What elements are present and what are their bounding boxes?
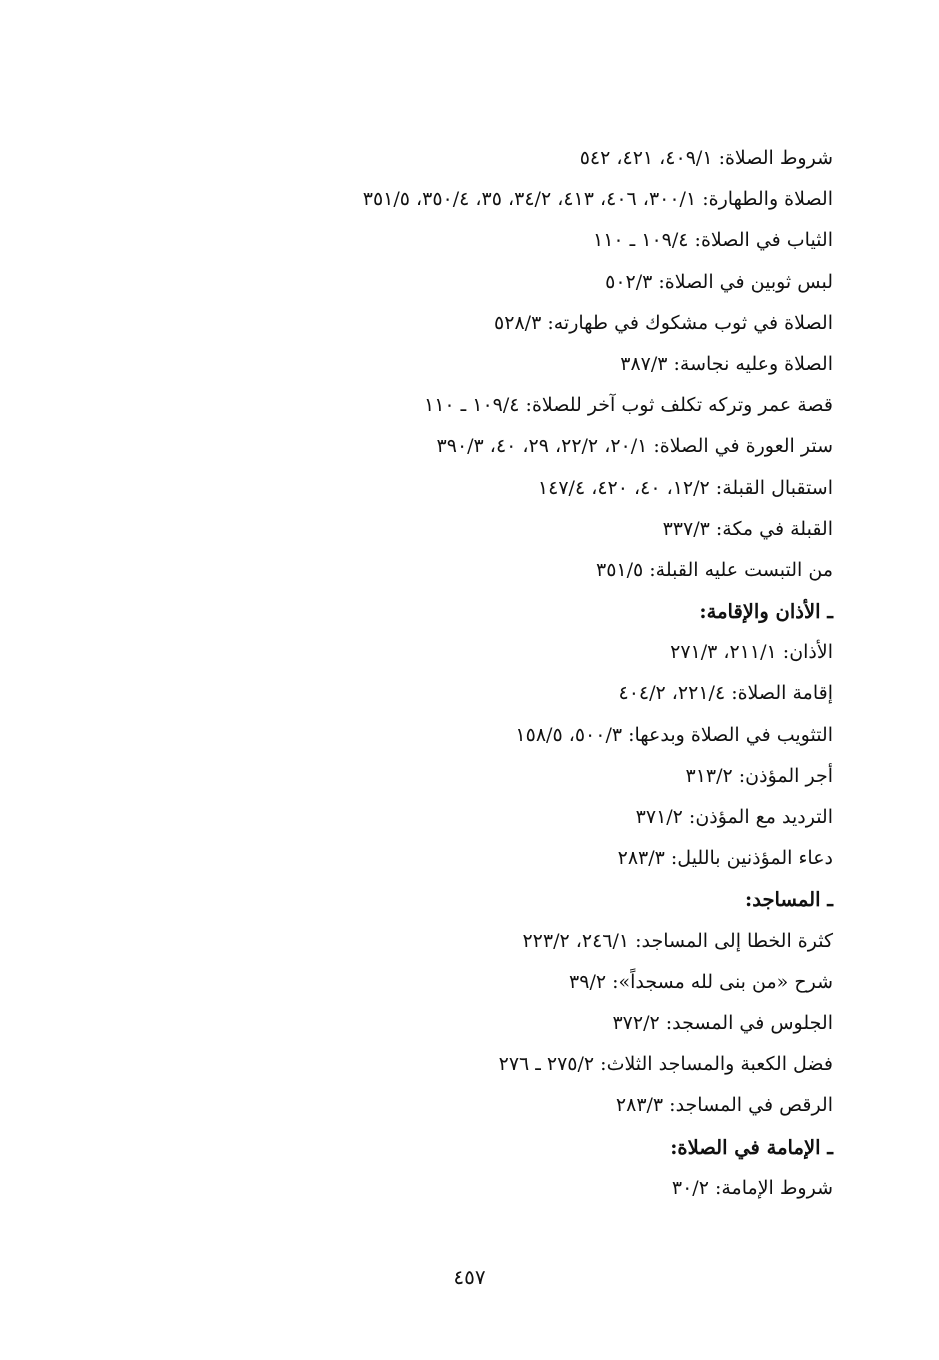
index-entry: فضل الكعبة والمساجد الثلاث: ٢٧٥/٢ ـ ٢٧٦ (498, 1053, 833, 1076)
index-entry: الصلاة في ثوب مشكوك في طهارته: ٥٢٨/٣ (494, 311, 833, 334)
section-heading: ـ المساجد: (745, 888, 833, 912)
index-entry: الجلوس في المسجد: ٣٧٢/٢ (612, 1011, 833, 1034)
index-entries (133, 138, 833, 1209)
index-entry: شروط الصلاة: ٤٠٩/١، ٤٢١، ٥٤٢ (579, 147, 833, 169)
index-entry: الأذان: ٢١١/١، ٢٧١/٣ (670, 641, 833, 664)
index-entry: إقامة الصلاة: ٢٢١/٤، ٤٠٤/٢ (618, 682, 833, 705)
index-entry: الترديد مع المؤذن: ٣٧١/٢ (635, 806, 833, 828)
index-entry: الصلاة والطهارة: ٣٠٠/١، ٤٠٦، ٤١٣، ٣٤/٢، ٣٥، ٣٥٠/٤، ٣٥١/٥ (362, 188, 833, 211)
index-entry: الرقص في المساجد: ٢٨٣/٣ (615, 1094, 833, 1117)
index-entry: استقبال القبلة: ١٢/٢، ٤٠، ٤٢٠، ١٤٧/٤ (537, 476, 833, 499)
page-number: ٤٥٧ (453, 1265, 486, 1289)
index-entry: التثويب في الصلاة وبدعها: ٥٠٠/٣، ١٥٨/٥ (515, 723, 833, 746)
index-entry: الثياب في الصلاة: ١٠٩/٤ ـ ١١٠ (592, 229, 833, 252)
index-entry: القبلة في مكة: ٣٣٧/٣ (662, 517, 833, 540)
section-heading: ـ الأذان والإقامة: (699, 600, 833, 624)
index-entry: دعاء المؤذنين بالليل: ٢٨٣/٣ (617, 847, 833, 870)
section-heading: ـ الإمامة في الصلاة: (670, 1135, 833, 1159)
index-entry: كثرة الخطا إلى المساجد: ٢٤٦/١، ٢٢٣/٢ (522, 929, 833, 952)
index-entry: قصة عمر وتركه تكلف ثوب آخر للصلاة: ١٠٩/٤ ـ ١١٠ (423, 394, 833, 417)
index-entry: شروط الإمامة: ٣٠/٢ (671, 1176, 833, 1199)
index-entry: شرح «من بنى لله مسجداً»: ٣٩/٢ (569, 970, 833, 993)
index-entry: ستر العورة في الصلاة: ٢٠/١، ٢٢/٢، ٢٩، ٤٠، ٣٩٠/٣ (436, 435, 833, 458)
index-entry: من التبست عليه القبلة: ٣٥١/٥ (595, 558, 833, 581)
index-entry: الصلاة وعليه نجاسة: ٣٨٧/٣ (620, 352, 833, 375)
index-entry: أجر المؤذن: ٣١٣/٢ (685, 764, 833, 787)
index-entry: لبس ثوبين في الصلاة: ٥٠٢/٣ (605, 270, 833, 293)
